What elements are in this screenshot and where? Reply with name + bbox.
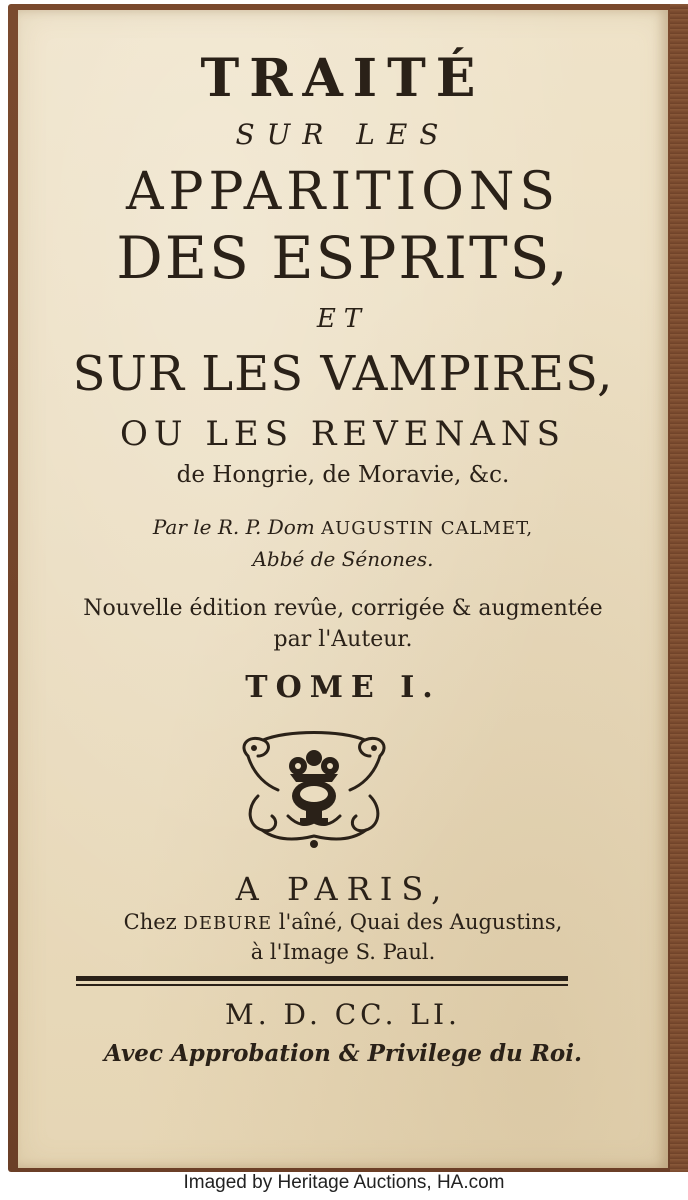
- title-line-vampires: SUR LES VAMPIRES,: [72, 346, 614, 402]
- edition-line-2: par l'Auteur.: [273, 627, 413, 652]
- publisher-prefix: Chez: [123, 910, 177, 934]
- double-rule-thick: [76, 976, 568, 981]
- title-page: [18, 10, 668, 1168]
- author-title: Abbé de Sénones.: [252, 547, 434, 571]
- author-name: AUGUSTIN CALMET,: [321, 518, 534, 539]
- royal-privilege: Avec Approbation & Privilege du Roi.: [104, 1040, 582, 1067]
- imprint-address: à l'Image S. Paul.: [250, 940, 436, 964]
- imprint-city: A PARIS,: [235, 870, 451, 908]
- title-line-traite: TRAITÉ: [200, 48, 486, 109]
- edition-line-1: Nouvelle édition revûe, corrigée & augmentée: [83, 596, 603, 621]
- image-credit: Imaged by Heritage Auctions, HA.com: [183, 1172, 505, 1193]
- double-rule-thin: [76, 984, 568, 986]
- title-line-sur-les: SUR LES: [235, 118, 451, 151]
- title-line-et: ET: [316, 304, 370, 334]
- title-line-revenans: OU LES REVENANS: [120, 414, 566, 454]
- volume-number: TOME I.: [245, 670, 441, 705]
- publisher-suffix: l'aîné, Quai des Augustins,: [278, 910, 563, 934]
- title-line-apparitions: APPARITIONS: [126, 162, 560, 222]
- printer-ornament-vase-icon: [228, 726, 400, 852]
- imprint-date: M. D. CC. LI.: [225, 998, 461, 1031]
- title-line-des-esprits: DES ESPRITS,: [116, 224, 570, 292]
- book-fore-edge: [670, 4, 688, 1172]
- title-line-regions: de Hongrie, de Moravie, &c.: [176, 462, 510, 488]
- imprint-publisher: [18, 910, 668, 934]
- book-volume: [8, 4, 688, 1172]
- author-line: [18, 515, 668, 539]
- publisher-name: DEBURE: [183, 913, 273, 934]
- author-prefix: Par le R. P. Dom: [152, 515, 315, 539]
